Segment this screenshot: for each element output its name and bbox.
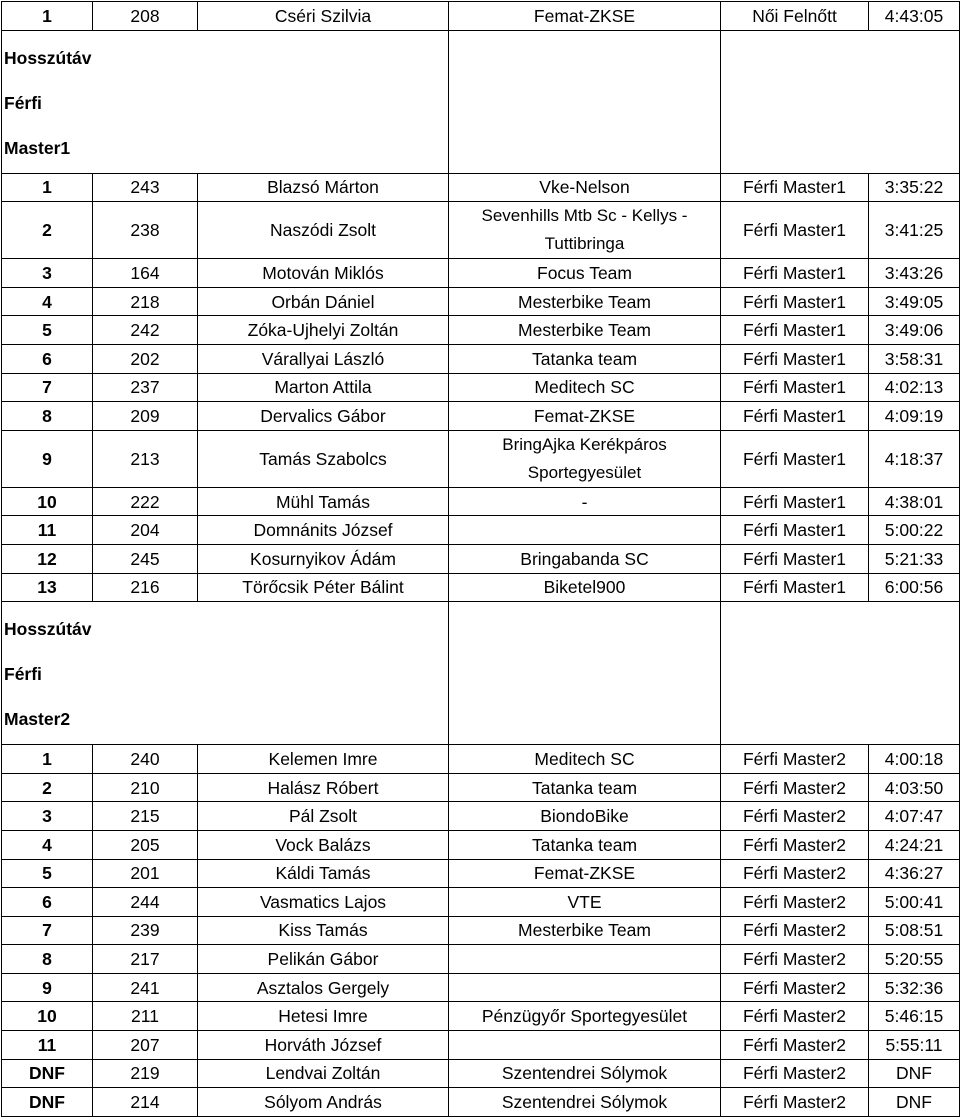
section-label-line: Férfi [4,664,42,685]
bib-cell: 244 [93,888,198,917]
team-cell: Tatanka team [449,773,721,802]
time-cell: 3:49:05 [869,287,960,316]
team-cell: Biketel900 [449,573,721,602]
time-cell: 5:20:55 [869,945,960,974]
place-cell: 11 [2,516,93,545]
place-cell: 10 [2,487,93,516]
table-row [2,259,960,288]
table-row [2,373,960,402]
table-row [2,830,960,859]
section-label [2,602,93,745]
time-cell: 4:07:47 [869,802,960,831]
category-cell: Férfi Master2 [721,1059,869,1088]
empty-cell [93,602,198,745]
team-cell: Femat-ZKSE [449,402,721,431]
name-cell: Vasmatics Lajos [198,888,449,917]
table-row [2,773,960,802]
table-row [2,2,960,31]
name-cell: Káldi Tamás [198,859,449,888]
bib-cell: 215 [93,802,198,831]
section-label-line: Master2 [4,709,71,730]
category-cell: Férfi Master2 [721,830,869,859]
place-cell: 1 [2,2,93,31]
place-cell: 1 [2,745,93,774]
time-cell: DNF [869,1059,960,1088]
time-cell: 3:35:22 [869,173,960,202]
empty-cell [93,30,198,173]
name-cell: Hetesi Imre [198,1002,449,1031]
category-cell: Férfi Master2 [721,859,869,888]
table-row [2,802,960,831]
bib-cell: 238 [93,202,198,259]
empty-cell [721,30,869,173]
name-cell: Halász Róbert [198,773,449,802]
time-cell: 4:24:21 [869,830,960,859]
time-cell: 5:32:36 [869,973,960,1002]
table-row [2,745,960,774]
name-cell: Pelikán Gábor [198,945,449,974]
name-cell: Zóka-Ujhelyi Zoltán [198,316,449,345]
team-cell: Szentendrei Sólymok [449,1059,721,1088]
table-row [2,430,960,487]
bib-cell: 239 [93,916,198,945]
place-cell: 7 [2,373,93,402]
place-cell: 10 [2,1002,93,1031]
time-cell: 4:36:27 [869,859,960,888]
bib-cell: 209 [93,402,198,431]
time-cell: 5:21:33 [869,544,960,573]
category-cell: Férfi Master1 [721,287,869,316]
section-label-line: Hosszútáv [4,47,92,68]
empty-cell [198,602,449,745]
name-cell: Orbán Dániel [198,287,449,316]
name-cell: Sólyom András [198,1088,449,1117]
team-cell [449,945,721,974]
bib-cell: 213 [93,430,198,487]
time-cell: 3:58:31 [869,344,960,373]
category-cell: Férfi Master2 [721,1002,869,1031]
bib-cell: 240 [93,745,198,774]
place-cell: DNF [2,1088,93,1117]
category-cell: Férfi Master1 [721,516,869,545]
place-cell: 7 [2,916,93,945]
category-cell: Férfi Master1 [721,202,869,259]
team-cell: Bringabanda SC [449,544,721,573]
bib-cell: 211 [93,1002,198,1031]
place-cell: 5 [2,316,93,345]
section-header-row [2,30,960,173]
category-cell: Férfi Master2 [721,745,869,774]
empty-cell [198,30,449,173]
bib-cell: 164 [93,259,198,288]
team-cell: Mesterbike Team [449,287,721,316]
team-cell: Femat-ZKSE [449,2,721,31]
name-cell: Blazsó Márton [198,173,449,202]
name-cell: Kiss Tamás [198,916,449,945]
time-cell: 3:41:25 [869,202,960,259]
team-cell: Mesterbike Team [449,316,721,345]
time-cell: 5:08:51 [869,916,960,945]
name-cell: Törőcsik Péter Bálint [198,573,449,602]
name-cell: Dervalics Gábor [198,402,449,431]
name-cell: Naszódi Zsolt [198,202,449,259]
place-cell: 9 [2,973,93,1002]
team-cell [449,1031,721,1060]
category-cell: Női Felnőtt [721,2,869,31]
category-cell: Férfi Master2 [721,1031,869,1060]
results-body [2,2,960,1117]
table-row [2,402,960,431]
bib-cell: 204 [93,516,198,545]
time-cell: 5:00:22 [869,516,960,545]
section-header-row [2,602,960,745]
category-cell: Férfi Master1 [721,344,869,373]
bib-cell: 207 [93,1031,198,1060]
category-cell: Férfi Master2 [721,973,869,1002]
name-cell: Marton Attila [198,373,449,402]
table-row [2,1059,960,1088]
time-cell: 3:43:26 [869,259,960,288]
table-row [2,487,960,516]
team-cell: Mesterbike Team [449,916,721,945]
name-cell: Pál Zsolt [198,802,449,831]
bib-cell: 219 [93,1059,198,1088]
bib-cell: 201 [93,859,198,888]
table-row [2,1088,960,1117]
bib-cell: 241 [93,973,198,1002]
team-cell: BringAjka Kerékpáros Sportegyesület [449,430,721,487]
table-row [2,973,960,1002]
time-cell: 4:18:37 [869,430,960,487]
empty-cell [449,30,721,173]
table-row [2,859,960,888]
bib-cell: 218 [93,287,198,316]
category-cell: Férfi Master2 [721,773,869,802]
category-cell: Férfi Master2 [721,888,869,917]
table-row [2,173,960,202]
team-cell: Sevenhills Mtb Sc - Kellys - Tuttibringa [449,202,721,259]
bib-cell: 245 [93,544,198,573]
category-cell: Férfi Master1 [721,373,869,402]
name-cell: Mühl Tamás [198,487,449,516]
time-cell: 6:00:56 [869,573,960,602]
bib-cell: 202 [93,344,198,373]
table-row [2,316,960,345]
table-row [2,544,960,573]
team-cell [449,973,721,1002]
table-row [2,1002,960,1031]
time-cell: 4:02:13 [869,373,960,402]
category-cell: Férfi Master1 [721,430,869,487]
place-cell: 6 [2,344,93,373]
empty-cell [449,602,721,745]
name-cell: Cséri Szilvia [198,2,449,31]
bib-cell: 214 [93,1088,198,1117]
empty-cell [869,602,960,745]
table-row [2,202,960,259]
empty-cell [869,30,960,173]
category-cell: Férfi Master1 [721,573,869,602]
section-label-line: Férfi [4,92,42,113]
results-table [1,1,960,1117]
category-cell: Férfi Master1 [721,402,869,431]
place-cell: 5 [2,859,93,888]
place-cell: 4 [2,830,93,859]
name-cell: Asztalos Gergely [198,973,449,1002]
time-cell: DNF [869,1088,960,1117]
place-cell: 1 [2,173,93,202]
name-cell: Horváth József [198,1031,449,1060]
table-row [2,945,960,974]
table-row [2,287,960,316]
place-cell: 9 [2,430,93,487]
team-cell: Tatanka team [449,344,721,373]
team-cell: Focus Team [449,259,721,288]
place-cell: 8 [2,945,93,974]
bib-cell: 208 [93,2,198,31]
table-row [2,1031,960,1060]
team-cell: Szentendrei Sólymok [449,1088,721,1117]
name-cell: Domnánits József [198,516,449,545]
team-cell: Tatanka team [449,830,721,859]
bib-cell: 222 [93,487,198,516]
bib-cell: 243 [93,173,198,202]
section-label-line: Master1 [4,137,71,158]
category-cell: Férfi Master1 [721,544,869,573]
section-label [2,30,93,173]
place-cell: 2 [2,202,93,259]
bib-cell: 210 [93,773,198,802]
place-cell: 6 [2,888,93,917]
team-cell [449,516,721,545]
name-cell: Vock Balázs [198,830,449,859]
place-cell: 3 [2,802,93,831]
bib-cell: 216 [93,573,198,602]
team-cell: Femat-ZKSE [449,859,721,888]
name-cell: Lendvai Zoltán [198,1059,449,1088]
bib-cell: 237 [93,373,198,402]
time-cell: 4:38:01 [869,487,960,516]
place-cell: 13 [2,573,93,602]
name-cell: Kelemen Imre [198,745,449,774]
table-row [2,573,960,602]
bib-cell: 217 [93,945,198,974]
team-cell: Meditech SC [449,745,721,774]
team-cell: Meditech SC [449,373,721,402]
time-cell: 5:00:41 [869,888,960,917]
category-cell: Férfi Master2 [721,1088,869,1117]
time-cell: 4:03:50 [869,773,960,802]
name-cell: Tamás Szabolcs [198,430,449,487]
name-cell: Kosurnyikov Ádám [198,544,449,573]
place-cell: 3 [2,259,93,288]
bib-cell: 205 [93,830,198,859]
team-cell: Vke-Nelson [449,173,721,202]
table-row [2,344,960,373]
place-cell: DNF [2,1059,93,1088]
category-cell: Férfi Master1 [721,487,869,516]
place-cell: 11 [2,1031,93,1060]
category-cell: Férfi Master1 [721,173,869,202]
time-cell: 5:55:11 [869,1031,960,1060]
name-cell: Motován Miklós [198,259,449,288]
name-cell: Várallyai László [198,344,449,373]
table-row [2,916,960,945]
place-cell: 2 [2,773,93,802]
team-cell: BiondoBike [449,802,721,831]
section-label-line: Hosszútáv [4,619,92,640]
team-cell: VTE [449,888,721,917]
time-cell: 5:46:15 [869,1002,960,1031]
time-cell: 4:00:18 [869,745,960,774]
empty-cell [721,602,869,745]
table-row [2,516,960,545]
place-cell: 4 [2,287,93,316]
team-cell: - [449,487,721,516]
category-cell: Férfi Master1 [721,316,869,345]
place-cell: 8 [2,402,93,431]
team-cell: Pénzügyőr Sportegyesület [449,1002,721,1031]
table-row [2,888,960,917]
category-cell: Férfi Master2 [721,916,869,945]
bib-cell: 242 [93,316,198,345]
time-cell: 4:09:19 [869,402,960,431]
place-cell: 12 [2,544,93,573]
time-cell: 4:43:05 [869,2,960,31]
time-cell: 3:49:06 [869,316,960,345]
category-cell: Férfi Master1 [721,259,869,288]
category-cell: Férfi Master2 [721,802,869,831]
category-cell: Férfi Master2 [721,945,869,974]
